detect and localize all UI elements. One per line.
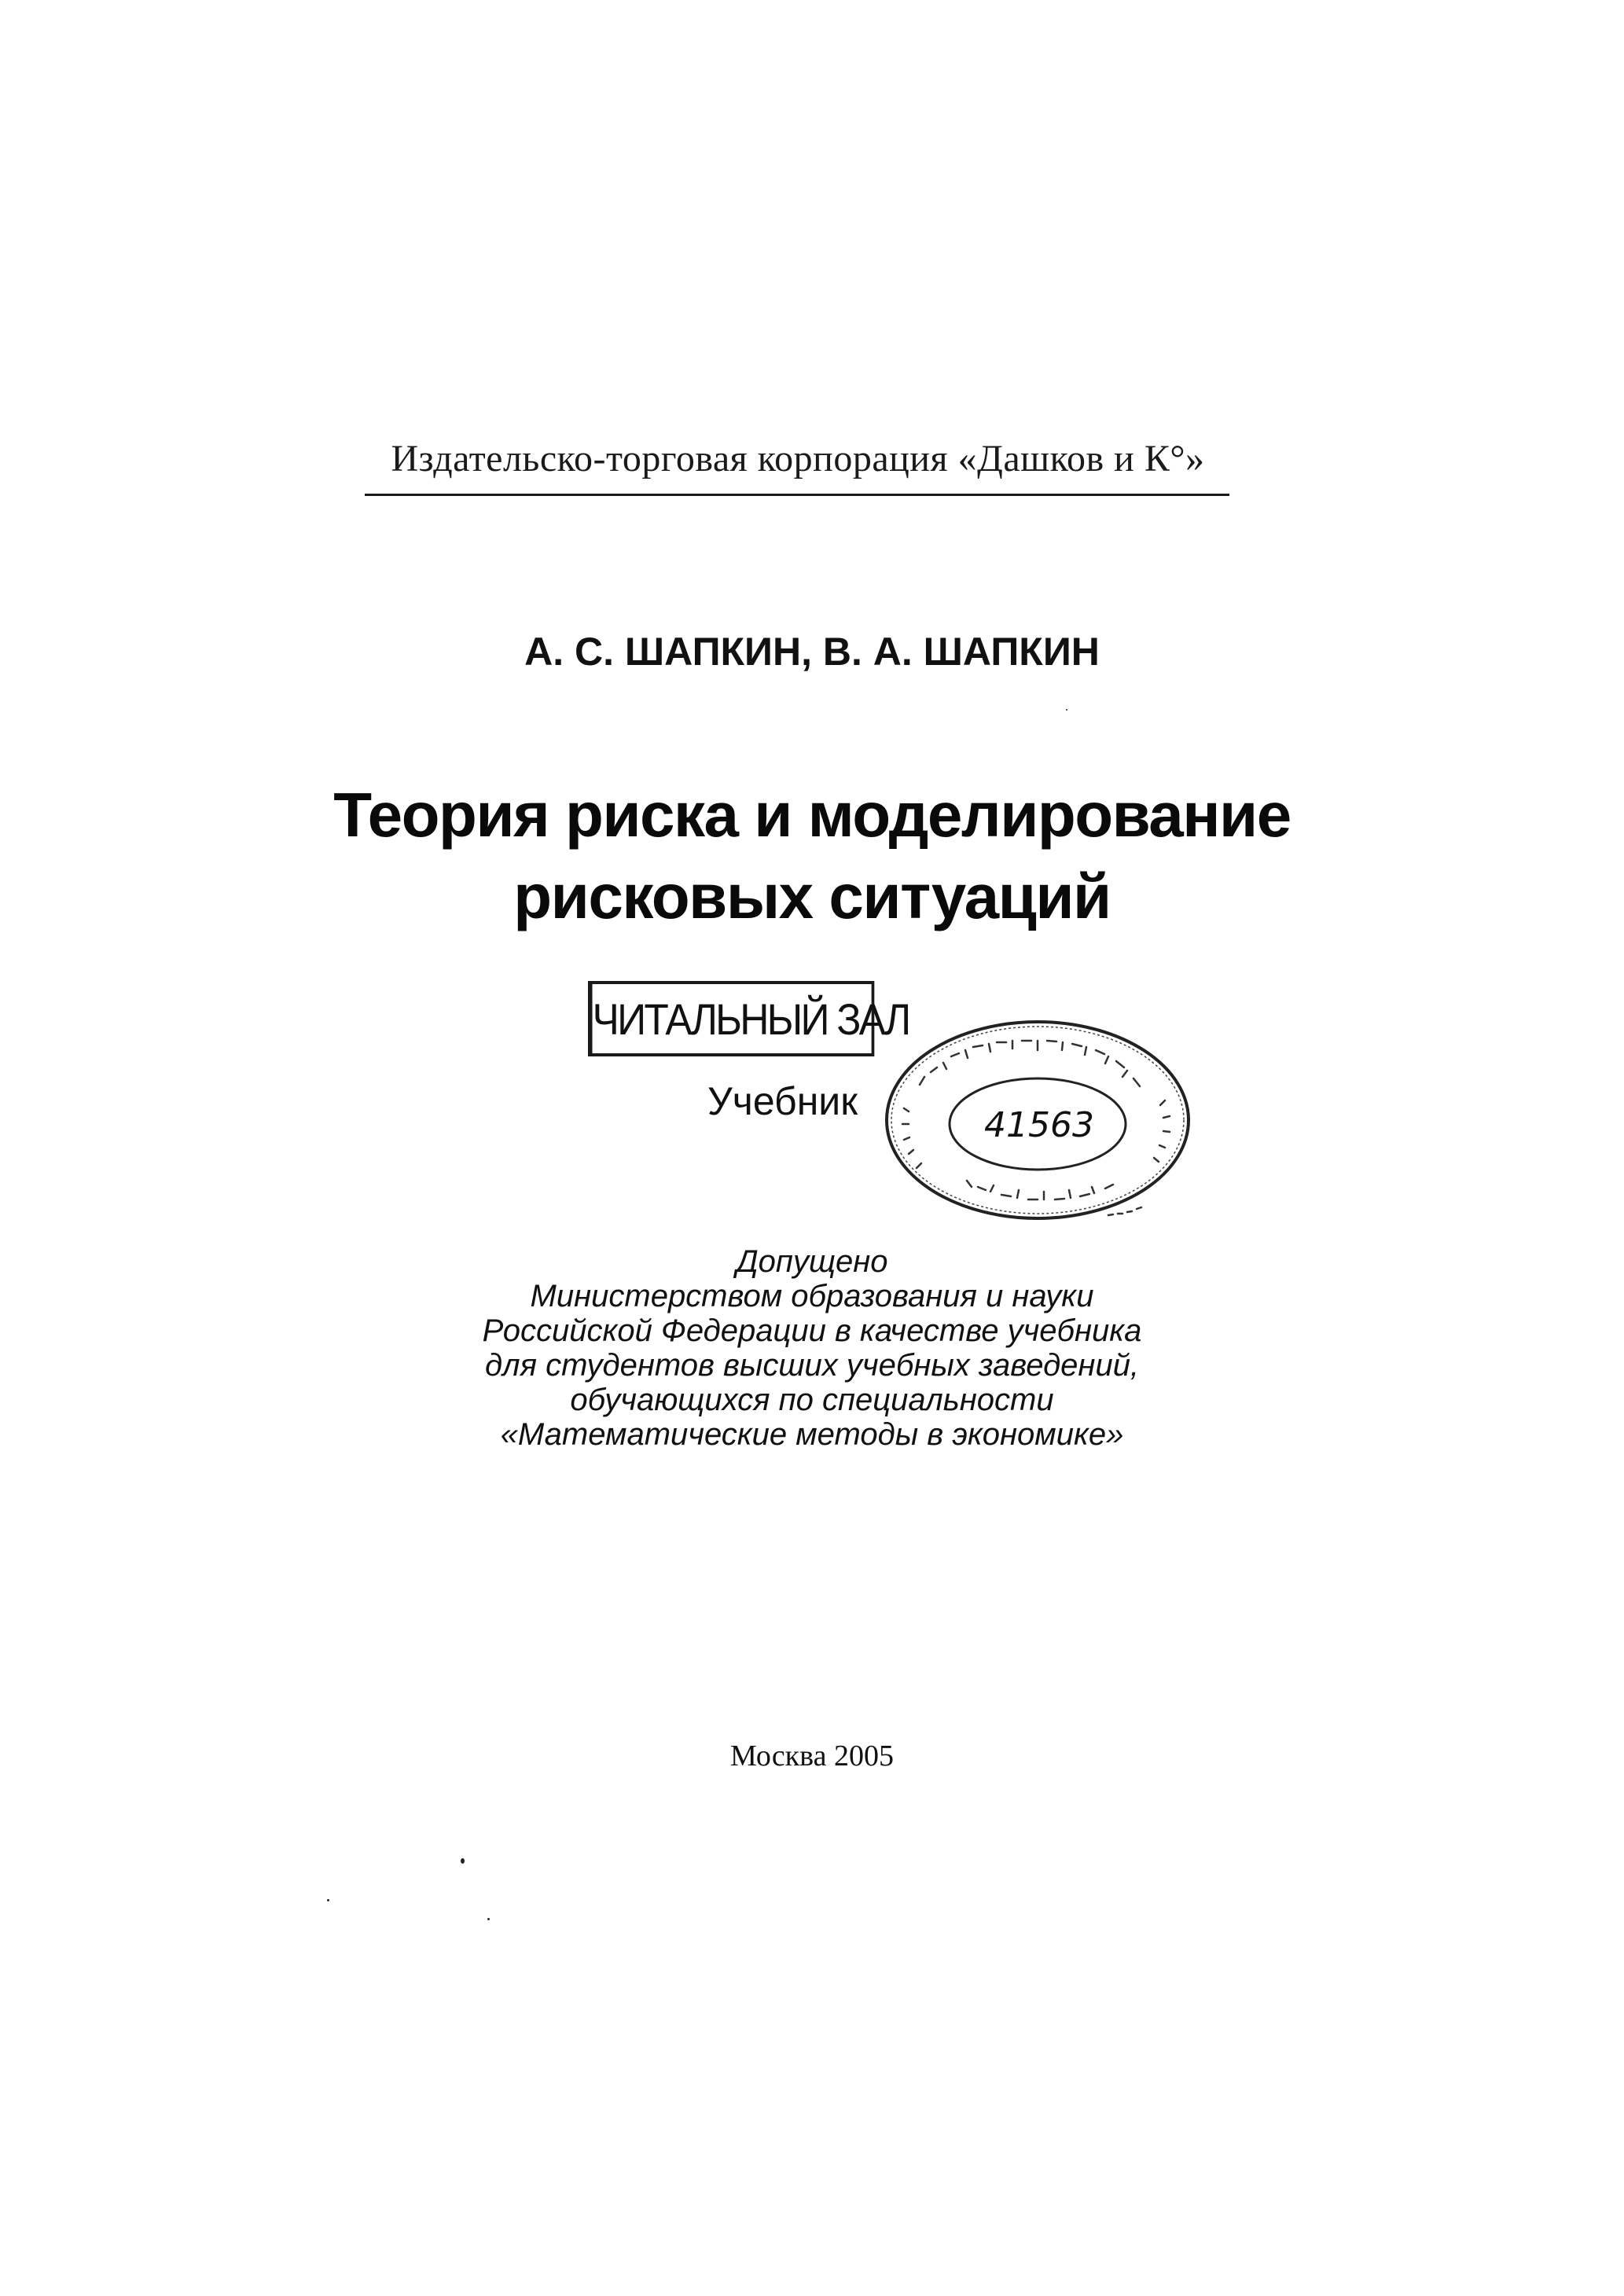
scan-speck [461, 1858, 465, 1864]
book-title-line-1: Теория риска и моделирование [333, 780, 1291, 850]
library-stamp-number: 41563 [984, 1105, 1094, 1145]
scan-speck [327, 1899, 329, 1901]
approval-line-4: для студентов высших учебных заведений, [484, 1348, 1140, 1383]
library-stamp [873, 1006, 1203, 1234]
book-type-label: Учебник [707, 1079, 858, 1123]
city-year: Москва 2005 [730, 1739, 894, 1773]
scan-speck [1066, 709, 1067, 711]
book-title-line-2: рисковых ситуаций [513, 861, 1111, 931]
approval-line-5: обучающихся по специальности [570, 1383, 1054, 1417]
approval-line-6: «Математические методы в экономике» [500, 1417, 1124, 1452]
approval-statement [0, 1244, 1624, 1452]
approval-line-2: Министерством образования и науки [530, 1279, 1094, 1313]
publisher-line: Издательско-торговая корпорация «Дашков и К°» [391, 438, 1205, 479]
book-title [0, 774, 1624, 938]
approval-line-3: Российской Федерации в качестве учебника [482, 1313, 1142, 1348]
approval-line-1: Допущено [736, 1244, 888, 1279]
publisher-underline [365, 494, 1229, 496]
scan-speck [487, 1918, 490, 1920]
reading-room-stamp: ЧИТАЛЬНЫЙ ЗАЛ [588, 981, 874, 1056]
authors: А. С. ШАПКИН, В. А. ШАПКИН [524, 630, 1100, 674]
